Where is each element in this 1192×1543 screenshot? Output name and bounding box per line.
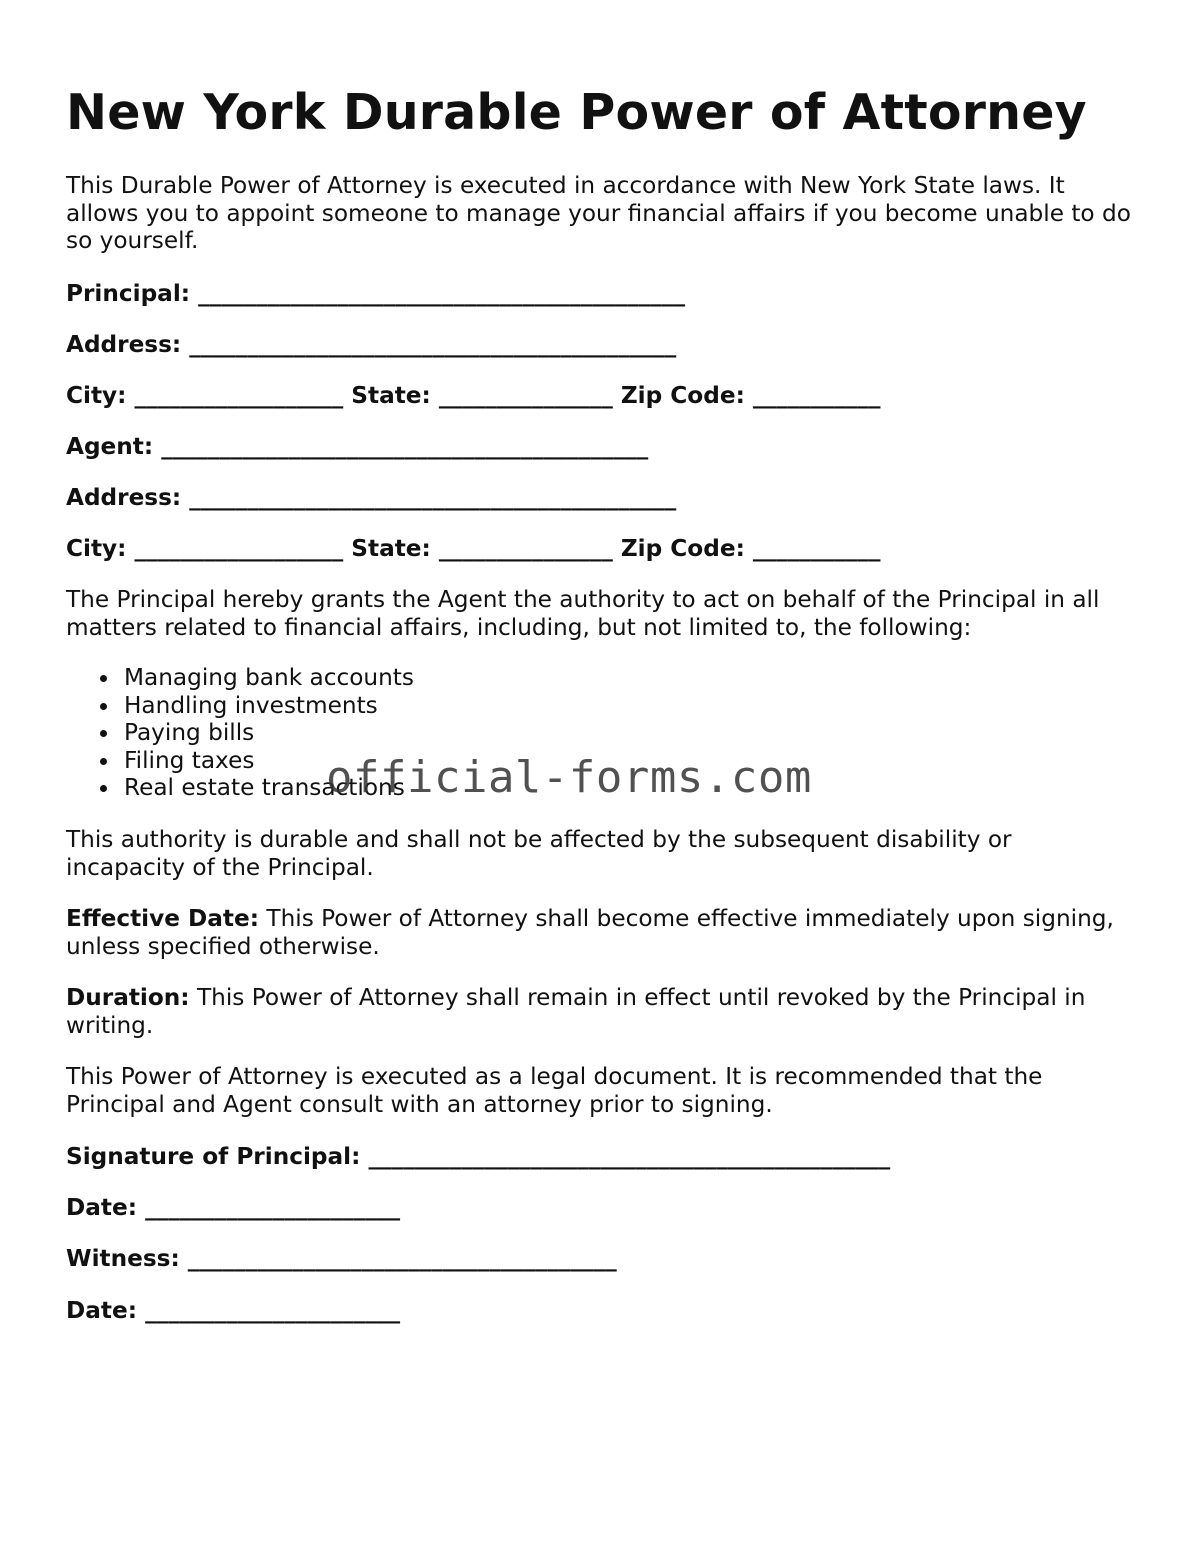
date-field-1[interactable] — [66, 1194, 400, 1222]
principal-label: Principal: — [66, 280, 199, 307]
durable-paragraph: This authority is durable and shall not be affected by the subsequent disability or incapacity of the Principal. — [66, 826, 1012, 881]
list-item: Managing bank accounts — [66, 664, 414, 692]
agent-zip-blank[interactable]: ___________ — [752, 535, 881, 562]
agent-field[interactable] — [66, 433, 648, 461]
witness-label: Witness: — [66, 1245, 188, 1272]
effective-date-text: This Power of Attorney shall become effective immediately upon signing, unless specified otherwise. — [66, 905, 1114, 960]
list-item: Handling investments — [66, 692, 414, 720]
document-title: New York Durable Power of Attorney — [66, 84, 1087, 141]
date-blank-1[interactable]: ______________________ — [145, 1194, 401, 1221]
principal-city-label: City: — [66, 382, 135, 409]
agent-state-blank[interactable]: _______________ — [438, 535, 621, 562]
intro-paragraph: This Durable Power of Attorney is executed in accordance with New York State laws. It allows you to appoint someone to manage your financial affairs if you become unable to do so yourself. — [66, 172, 1131, 254]
agent-zip-label: Zip Code: — [620, 535, 753, 562]
principal-zip-label: Zip Code: — [620, 382, 753, 409]
agent-location-row — [66, 535, 880, 563]
effective-date-paragraph — [66, 905, 1136, 960]
principal-state-blank[interactable]: _______________ — [438, 382, 621, 409]
signature-principal-field[interactable] — [66, 1143, 890, 1171]
grant-paragraph: The Principal hereby grants the Agent the authority to act on behalf of the Principal in all matters related to financial affairs, including, but not limited to, the following: — [66, 586, 1100, 641]
effective-date-label: Effective Date: — [66, 905, 260, 932]
list-item: Filing taxes — [66, 747, 414, 775]
agent-state-label: State: — [351, 535, 439, 562]
principal-location-row — [66, 382, 880, 410]
principal-zip-blank[interactable]: ___________ — [752, 382, 881, 409]
list-item: Real estate transactions — [66, 774, 414, 802]
signature-principal-label: Signature of Principal: — [66, 1143, 369, 1170]
duration-label: Duration: — [66, 984, 190, 1011]
agent-label: Agent: — [66, 433, 162, 460]
date-label-2: Date: — [66, 1297, 146, 1324]
agent-blank[interactable]: __________________________________________ — [161, 433, 649, 460]
principal-blank[interactable]: __________________________________________ — [198, 280, 686, 307]
legal-note-paragraph: This Power of Attorney is executed as a legal document. It is recommended that the Principal and Agent consult with an attorney prior to signing. — [66, 1063, 1043, 1118]
principal-address-label: Address: — [66, 331, 190, 358]
watermark-text: official-forms.com — [326, 752, 812, 803]
principal-city-blank[interactable]: __________________ — [134, 382, 352, 409]
agent-city-blank[interactable]: __________________ — [134, 535, 352, 562]
agent-address-label: Address: — [66, 484, 190, 511]
date-label-1: Date: — [66, 1194, 146, 1221]
witness-field[interactable] — [66, 1245, 617, 1273]
date-field-2[interactable] — [66, 1297, 400, 1325]
list-item: Paying bills — [66, 719, 414, 747]
agent-city-label: City: — [66, 535, 135, 562]
date-blank-2[interactable]: ______________________ — [145, 1297, 401, 1324]
principal-address-blank[interactable]: __________________________________________ — [189, 331, 677, 358]
principal-state-label: State: — [351, 382, 439, 409]
principal-field[interactable] — [66, 280, 685, 308]
agent-address-field[interactable] — [66, 484, 676, 512]
duration-paragraph — [66, 984, 1136, 1039]
principal-address-field[interactable] — [66, 331, 676, 359]
agent-address-blank[interactable]: __________________________________________ — [189, 484, 677, 511]
duration-text: This Power of Attorney shall remain in effect until revoked by the Principal in writing. — [66, 984, 1086, 1039]
signature-principal-blank[interactable]: _____________________________________________ — [368, 1143, 891, 1170]
witness-blank[interactable]: _____________________________________ — [187, 1245, 617, 1272]
